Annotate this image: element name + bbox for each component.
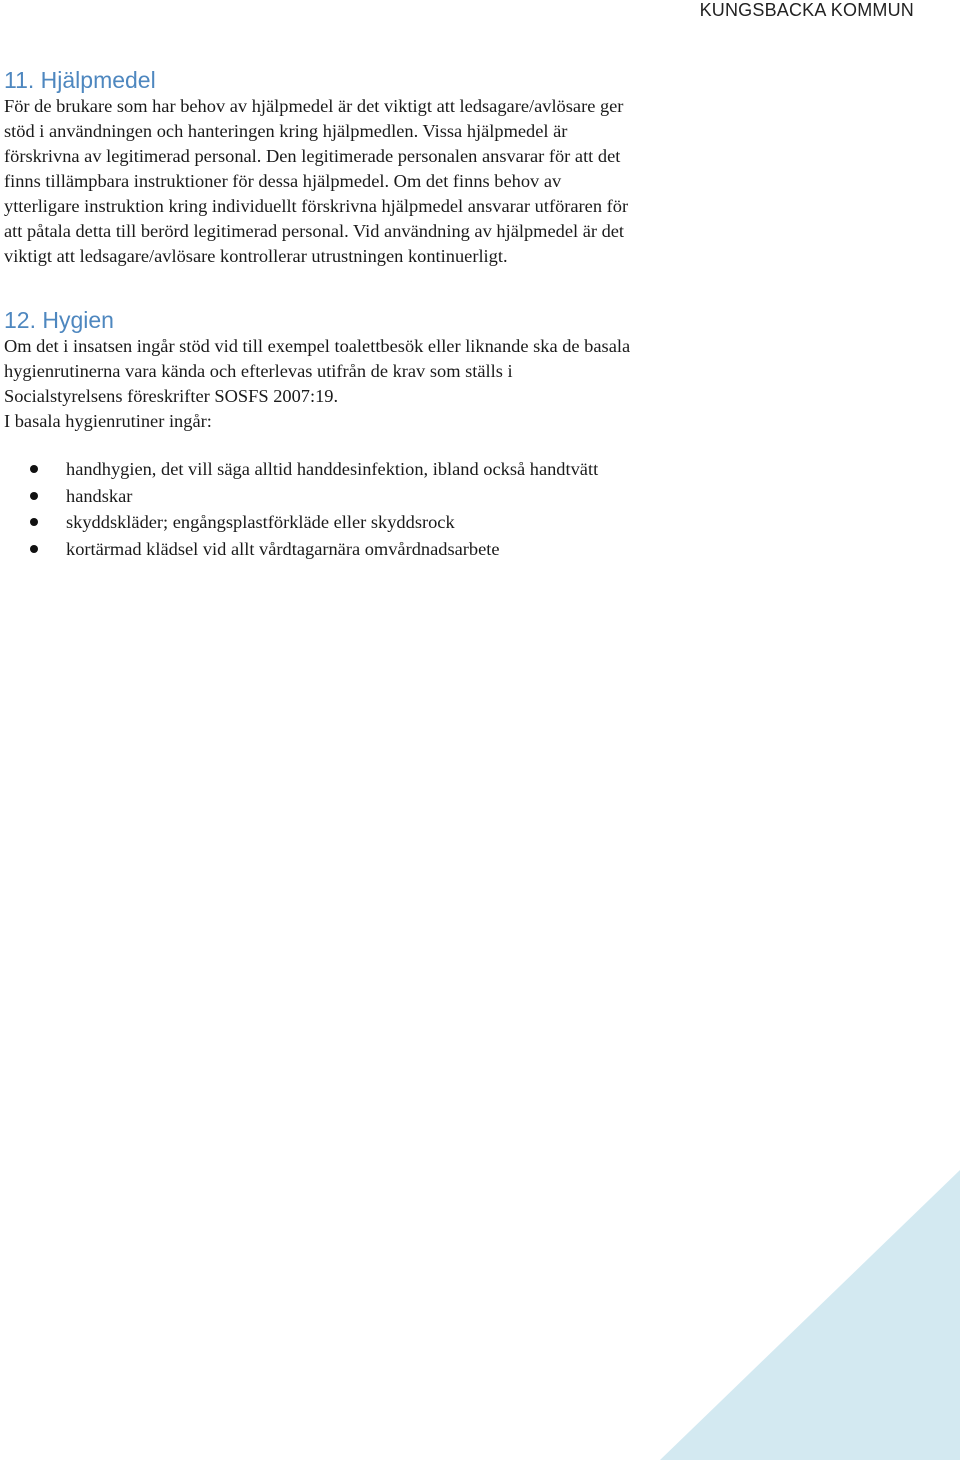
corner-decoration-shape [660, 1170, 960, 1460]
paragraph-line: stöd i användningen och hanteringen kring hjälpmedlen. Vissa hjälpmedel är [4, 121, 568, 141]
paragraph-line: För de brukare som har behov av hjälpmedel är det viktigt att ledsagare/avlösare ger [4, 96, 624, 116]
hygiene-routines-list [4, 456, 744, 562]
paragraph-line: viktigt att ledsagare/avlösare kontrollerar utrustningen kontinuerligt. [4, 246, 508, 266]
bullet-icon [30, 545, 38, 553]
paragraph-line: att påtala detta till berörd legitimerad personal. Vid användning av hjälpmedel är det [4, 221, 625, 241]
document-body [4, 66, 744, 562]
list-item-text: handskar [66, 485, 133, 506]
list-item-text: kortärmad klädsel vid allt vårdtagarnära omvårdnadsarbete [66, 538, 500, 559]
organization-name: KUNGSBACKA KOMMUN [699, 0, 914, 20]
paragraph-line: ytterligare instruktion kring individuellt förskrivna hjälpmedel ansvarar utföraren för [4, 196, 629, 216]
bullet-icon [30, 465, 38, 473]
paragraph-line: hygienrutinerna vara kända och efterlevas utifrån de krav som ställs i [4, 361, 513, 381]
section-hygien [4, 306, 744, 562]
section-hjalpmedel [4, 66, 744, 269]
bullet-icon [30, 518, 38, 526]
paragraph-line: Socialstyrelsens föreskrifter SOSFS 2007:19. [4, 386, 339, 406]
paragraph-line: finns tillämpbara instruktioner för dessa hjälpmedel. Om det finns behov av [4, 171, 562, 191]
list-item [4, 536, 744, 563]
list-item [4, 509, 744, 536]
section-heading: 12. Hygien [4, 307, 114, 333]
list-item-text: skyddskläder; engångsplastförkläde eller skyddsrock [66, 512, 455, 532]
list-item-text: handhygien, det vill säga alltid handdesinfektion, ibland också handtvätt [66, 459, 599, 479]
section-heading: 11. Hjälpmedel [4, 67, 156, 93]
paragraph-line: Om det i insatsen ingår stöd vid till exempel toalettbesök eller liknande ska de basala [4, 336, 631, 356]
paragraph-line: förskrivna av legitimerad personal. Den legitimerade personalen ansvarar för att det [4, 146, 621, 166]
bullet-icon [30, 492, 38, 500]
list-item [4, 483, 744, 510]
list-item [4, 456, 744, 483]
paragraph-line: I basala hygienrutiner ingår: [4, 411, 212, 431]
corner-decoration-triangle [660, 1170, 960, 1460]
